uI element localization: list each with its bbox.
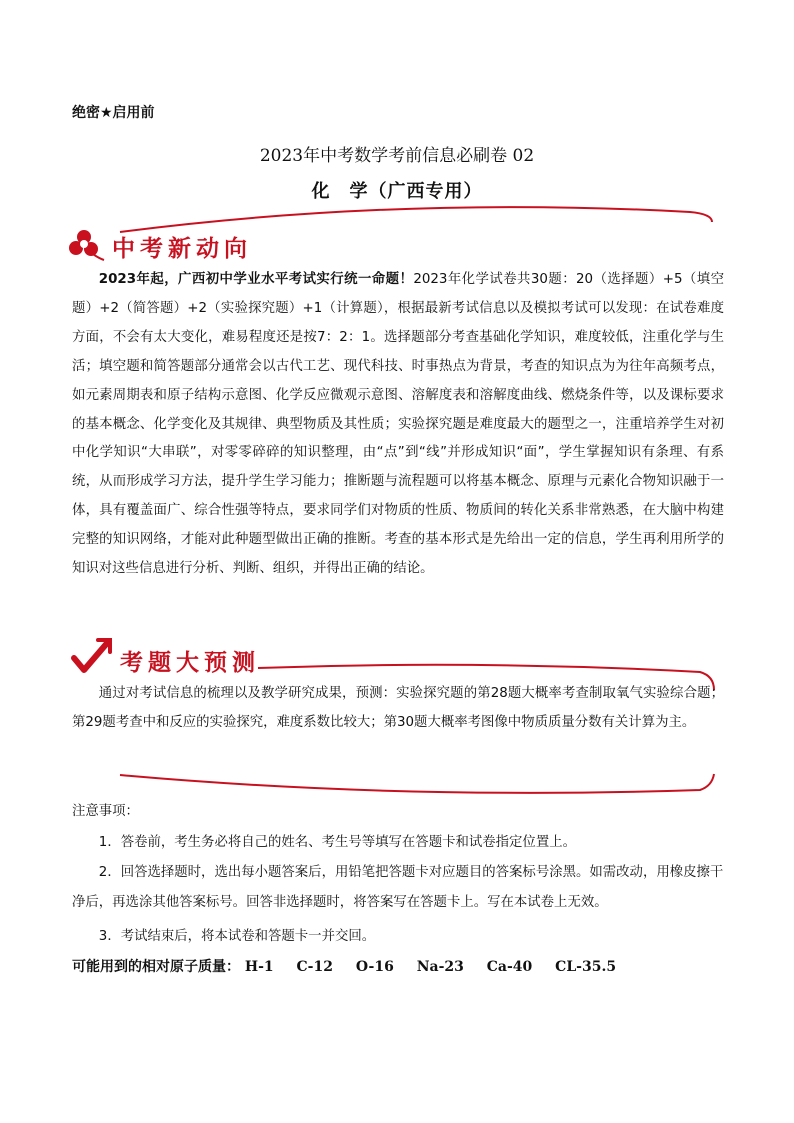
section1-paragraph-body: 2023年化学试卷共30题：20（选择题）+5（填空题）+2（简答题）+2（实验探究题）+1（计算题），根据最新考试信息以及模拟考试可以发现：在试卷难度方面，不会有太大变化，难易程度还是按7：2：1。选择题部分考查基础化学知识，难度较低，注重化学与生活；填空题和简答题部分通常会以古代工艺、现代科技、时事热点为背景，考查的知识点为为往年高频考点，如元素周期表和原子结构示意图、化学反应微观示意图、溶解度表和溶解度曲线、燃烧条件等，以及课标要求的基本概念、化学变化及其规律、典型物质及其性质；实验探究题是难度最大的题型之一，注重培养学生对初中化学知识“大串联”，对零零碎碎的知识整理，由“点”到“线”并形成知识“面”，学生掌握知识有条理、有系统，从而形成学习方法，提升学生学习能力；推断题与流程题可以将基本概念、原理与元素化合物知识融于一体，具有覆盖面广、综合性强等特点，要求同学们对物质的性质、物质间的转化关系非常熟悉，在大脑中构建完整的知识网络，才能对此种题型做出正确的推断。考查的基本形式是先给出一定的信息，学生再利用所学的知识对这些信息进行分析、判断、组织，并得出正确的结论。 [72, 272, 724, 577]
notes-title: 注意事项： [72, 804, 139, 819]
note-item-2: 2．回答选择题时，选出每小题答案后，用铅笔把答题卡对应题目的答案标号涂黑。如需改动，用橡皮擦干净后，再选涂其他答案标号。回答非选择题时，将答案写在答题卡上。写在本试卷上无效。 [72, 865, 724, 910]
page-subtitle: 化 学（广西专用） [311, 181, 483, 202]
section2-heading: 考题大预测 [120, 650, 260, 676]
atomic-mass-item: Na-23 [416, 959, 464, 975]
atomic-mass-item: O-16 [355, 959, 394, 975]
atomic-mass-item: C-12 [296, 959, 333, 975]
atomic-mass-item: Ca-40 [486, 959, 533, 975]
confidential-mark: 绝密★启用前 [72, 105, 155, 121]
atomic-mass-item: H-1 [244, 959, 274, 975]
note-item-1: 1．答卷前，考生务必将自己的姓名、考生号等填写在答题卡和试卷指定位置上。 [98, 835, 576, 850]
section2-paragraph: 通过对考试信息的梳理以及教学研究成果，预测：实验探究题的第28题大概率考查制取氧气实验综合题；第29题考查中和反应的实验探究，难度系数比较大；第30题大概率考图像中物质质量分数有关计算为主。 [72, 686, 724, 730]
section1-heading: 中考新动向 [112, 236, 252, 262]
atomic-mass-label: 可能用到的相对原子质量： [72, 959, 240, 975]
section1-paragraph-lead: 2023年起，广西初中学业水平考试实行统一命题！ [98, 272, 414, 287]
page-title: 2023年中考数学考前信息必刷卷 02 [259, 146, 535, 166]
atomic-mass-line [72, 956, 616, 976]
note-item-3: 3．考试结束后，将本试卷和答题卡一并交回。 [98, 929, 376, 944]
atomic-mass-item: CL-35.5 [555, 959, 617, 975]
